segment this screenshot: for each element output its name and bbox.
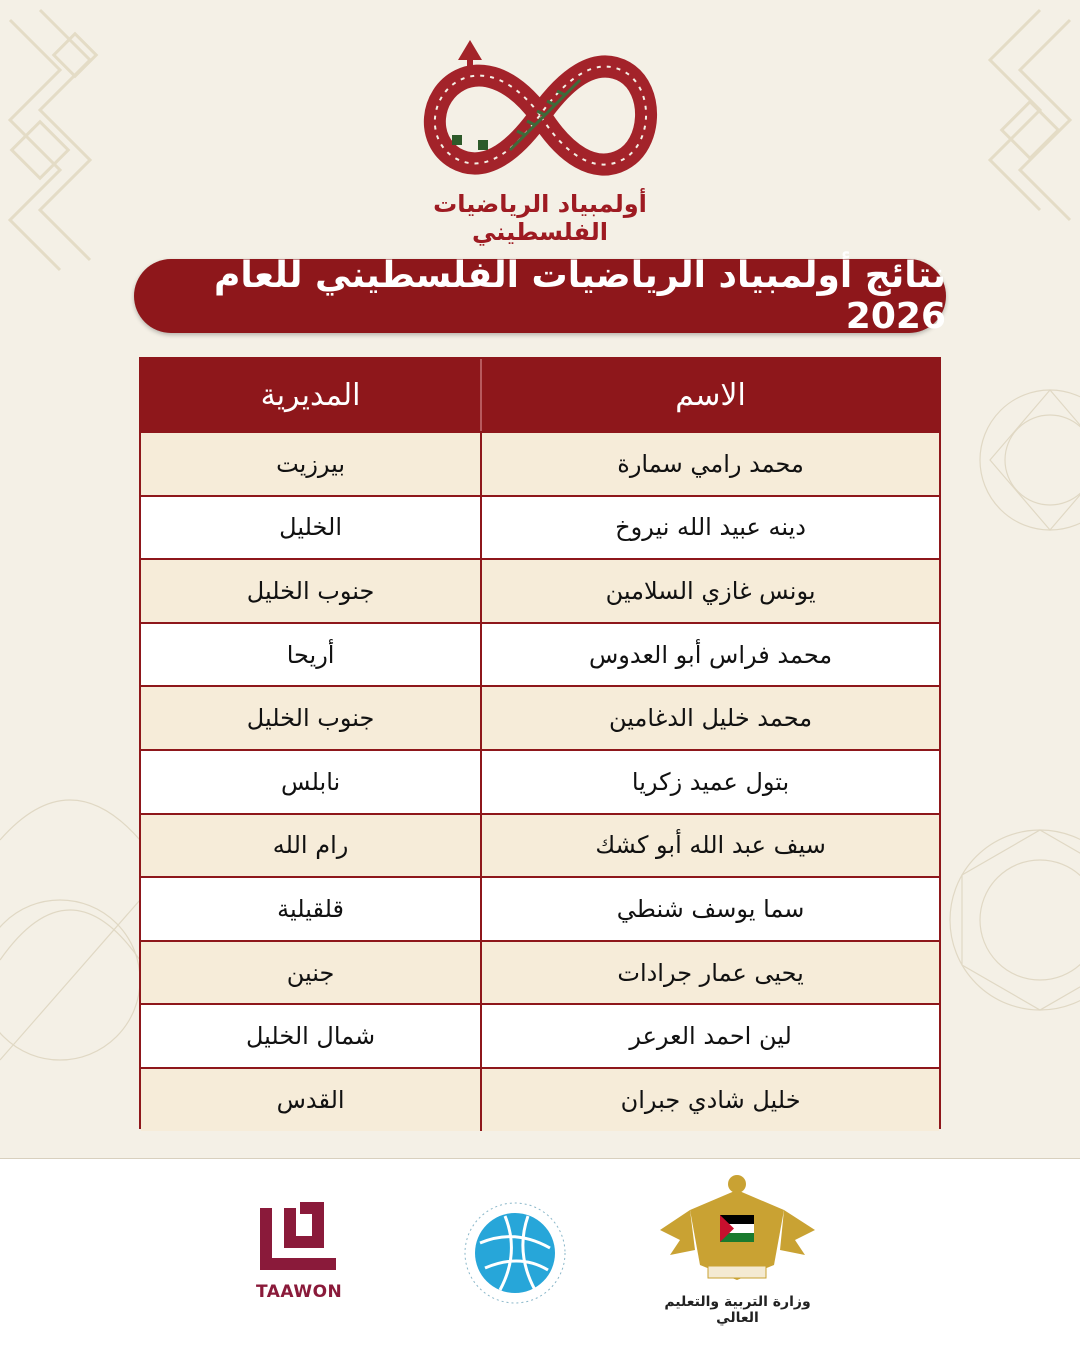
directorate-cell: شمال الخليل: [141, 1005, 482, 1067]
directorate-cell: أريحا: [141, 624, 482, 686]
academy-logo: [460, 1198, 570, 1308]
ministry-logo: [650, 1170, 825, 1326]
table-row: [141, 876, 939, 940]
table-row: [141, 622, 939, 686]
embroidery-pattern-right: [950, 0, 1080, 280]
ministry-name: وزارة التربية والتعليم العالي: [664, 1294, 811, 1326]
header-name: الاسم: [675, 377, 746, 413]
table-row: [141, 431, 939, 495]
name-cell: دينه عبيد الله نيروخ: [615, 513, 806, 542]
name-cell: محمد فراس أبو العدوس: [588, 640, 833, 669]
name-cell: يحيى عمار جرادات: [617, 958, 804, 987]
taawon-wordmark: TAAWON: [256, 1282, 343, 1302]
header-directorate: المديرية: [141, 359, 482, 431]
name-cell: خليل شادي جبران: [620, 1085, 801, 1114]
embroidery-pattern-left: [0, 0, 130, 330]
olympiad-logo: [390, 40, 690, 246]
results-table: [139, 357, 941, 1129]
table-row: [141, 558, 939, 622]
name-cell: سيف عبد الله أبو كشك: [595, 831, 826, 860]
geometry-pattern-left: [0, 760, 140, 1160]
table-header: [141, 359, 939, 431]
page-title: نتائج أولمبياد الرياضيات الفلسطيني للعام 2026: [134, 259, 946, 333]
table-row: [141, 495, 939, 559]
eagle-emblem-icon: [650, 1170, 825, 1290]
name-cell: سما يوسف شنطي: [616, 894, 805, 923]
logo-text: أولمبياد الرياضيات الفلسطيني: [433, 190, 647, 246]
directorate-cell: جنين: [141, 942, 482, 1004]
name-cell: بتول عميد زكريا: [631, 767, 790, 796]
taawon-logo: [256, 1198, 343, 1308]
directorate-cell: جنوب الخليل: [141, 560, 482, 622]
table-row: [141, 1067, 939, 1131]
directorate-cell: نابلس: [141, 751, 482, 813]
academy-globe-icon: [460, 1198, 570, 1308]
table-row: [141, 940, 939, 1004]
table-row: [141, 749, 939, 813]
table-row: [141, 685, 939, 749]
name-cell: محمد خليل الدغامين: [609, 704, 813, 733]
directorate-cell: القدس: [141, 1069, 482, 1131]
table-row: [141, 813, 939, 877]
table-row: [141, 1003, 939, 1067]
directorate-cell: قلقيلية: [141, 878, 482, 940]
geometry-pattern-right: [940, 380, 1080, 1140]
name-cell: محمد رامي سمارة: [617, 449, 804, 478]
table-body: [141, 431, 939, 1131]
name-cell: يونس غازي السلامين: [605, 576, 816, 605]
directorate-cell: الخليل: [141, 497, 482, 559]
infinity-embroidery-icon: [390, 40, 690, 190]
directorate-cell: بيرزيت: [141, 433, 482, 495]
directorate-cell: رام الله: [141, 815, 482, 877]
directorate-cell: جنوب الخليل: [141, 687, 482, 749]
taawon-mark-icon: [256, 1198, 340, 1282]
name-cell: لين احمد العرعر: [629, 1022, 792, 1051]
